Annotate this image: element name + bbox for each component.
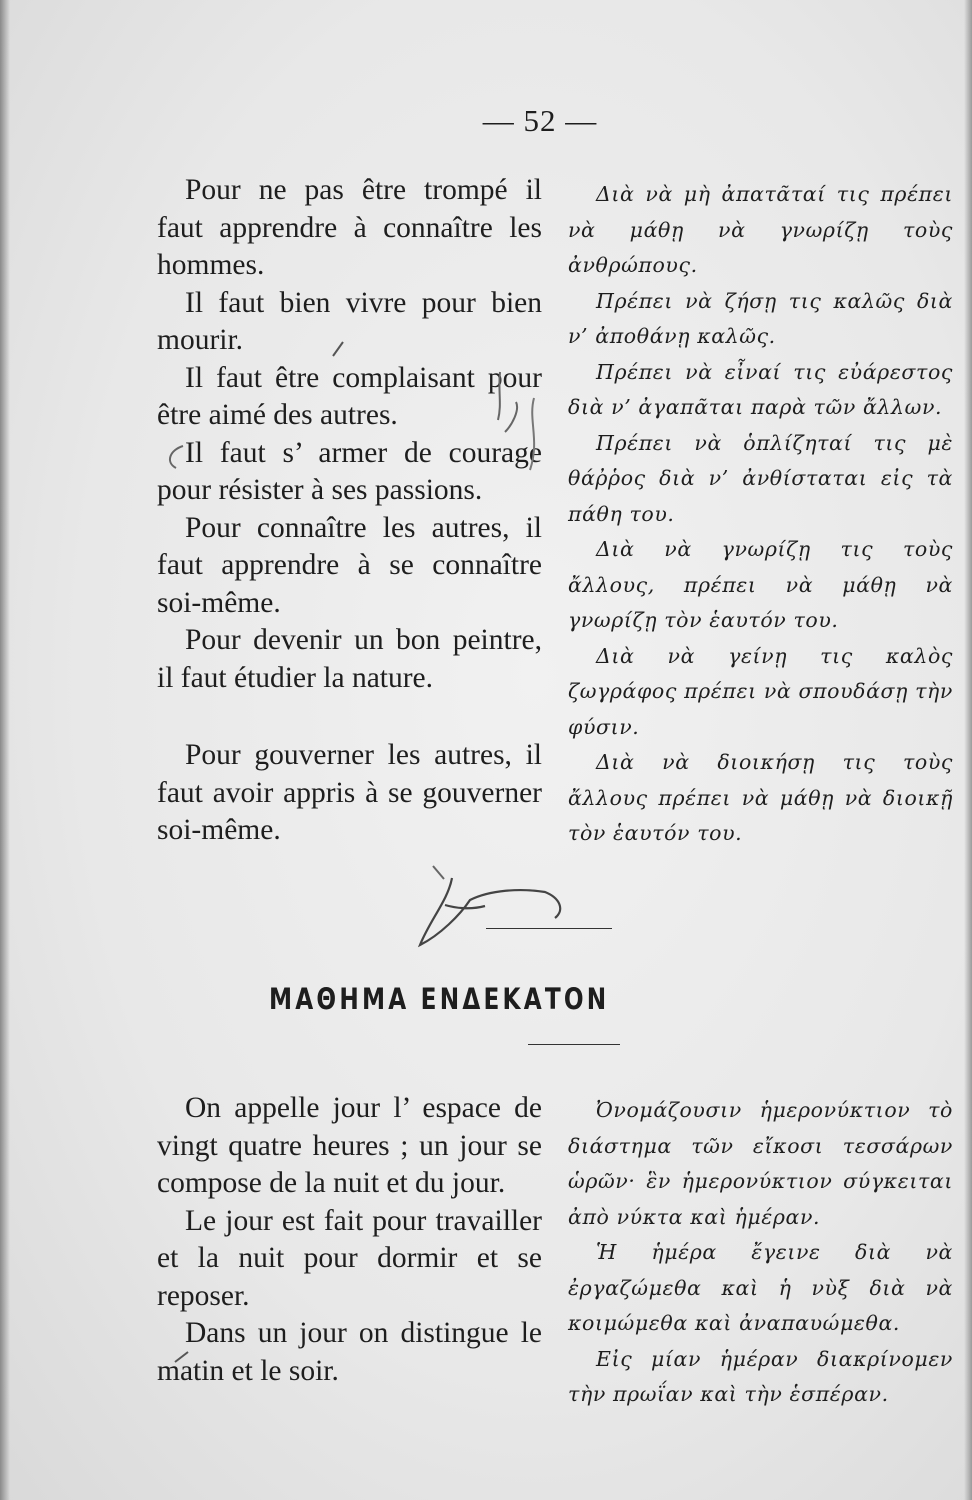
pencil-signature-scribble	[420, 878, 560, 945]
page-number: — 52 —	[482, 103, 598, 138]
french-sentence: Pour ne pas être trompé il faut apprendre à connaître les hommes.	[157, 174, 542, 281]
greek-sentence: Πρέπει νὰ εἶναί τις εὐάρεστος διὰ ν’ ἀγαπᾶται παρὰ τῶν ἄλλων.	[568, 359, 953, 419]
greek-sentence: Ἡ ἡμέρα ἔγεινε διὰ νὰ ἐργαζώμεθα καὶ ἡ νὺξ διὰ νὰ κοιμώμεθα καὶ ἀναπαυώμεθα.	[568, 1240, 953, 1335]
french-sentence: Le jour est fait pour travailler et la nuit pour dormir et se reposer.	[157, 1204, 542, 1312]
french-sentence: Pour gouverner les autres, il faut avoir appris à se gouverner soi-même.	[157, 739, 542, 846]
pencil-tick-mark	[333, 342, 343, 356]
greek-sentence: Διὰ νὰ διοικήσῃ τις τοὺς ἄλλους πρέπει νὰ μάθῃ νὰ διοικῇ τὸν ἑαυτόν του.	[568, 750, 953, 845]
pencil-tick-mark	[433, 866, 444, 879]
lesson-title: ΜΑΘΗΜΑ ΕΝΔΕΚΑΤΟΝ	[268, 982, 610, 1016]
french-sentence: Il faut bien vivre pour bien mourir.	[157, 286, 542, 356]
greek-sentence: Εἰς μίαν ἡμέραν διακρίνομεν τὴν πρωΐαν καὶ τὴν ἑσπέραν.	[568, 1346, 953, 1406]
greek-sentence: Πρέπει νὰ ζήσῃ τις καλῶς διὰ ν’ ἀποθάνῃ καλῶς.	[568, 288, 953, 348]
pencil-curl-mark	[170, 446, 183, 468]
greek-sentence: Πρέπει νὰ ὁπλίζηταί τις μὲ θάῤῥος διὰ ν’ ἀνθίσταται εἰς τὰ πάθη του.	[568, 430, 953, 526]
french-sentence: Pour connaître les autres, il faut apprendre à se connaître soi-même.	[157, 511, 542, 619]
pencil-tick-mark	[175, 1352, 188, 1362]
greek-sentence: Διὰ νὰ γνωρίζῃ τις τοὺς ἄλλους, πρέπει νὰ μάθῃ νὰ γνωρίζῃ τὸν ἑαυτόν του.	[568, 537, 953, 632]
french-sentence: Pour devenir un bon peintre, il faut étudier la nature.	[157, 624, 542, 694]
pencil-bracket-mark	[530, 398, 534, 470]
pencil-bracket-mark	[498, 372, 517, 432]
greek-sentence: Διὰ νὰ γείνῃ τις καλὸς ζωγράφος πρέπει νὰ σπουδάσῃ τὴν φύσιν.	[568, 643, 953, 739]
french-sentence: Dans un jour on distingue le matin et le soir.	[157, 1317, 542, 1387]
greek-sentence: Διὰ νὰ μὴ ἀπατᾶταί τις πρέπει νὰ μάθῃ νὰ γνωρίζῃ τοὺς ἀνθρώπους.	[568, 182, 953, 277]
french-sentence: Il faut être complaisant pour être aimé des autres.	[157, 361, 542, 431]
french-sentence: Il faut s’ armer de courage pour résister à ses passions.	[157, 436, 542, 506]
french-sentence: On appelle jour l’ espace de vingt quatre heures ; un jour se compose de la nuit et du jour.	[157, 1092, 542, 1199]
greek-sentence: Ὀνομάζουσιν ἡμερονύκτιον τὸ διάστημα τῶν εἴκοσι τεσσάρων ὡρῶν· ἓν ἡμερονύκτιον σύγκειται ἀπὸ νύκτα καὶ ἡμέραν.	[568, 1098, 953, 1229]
